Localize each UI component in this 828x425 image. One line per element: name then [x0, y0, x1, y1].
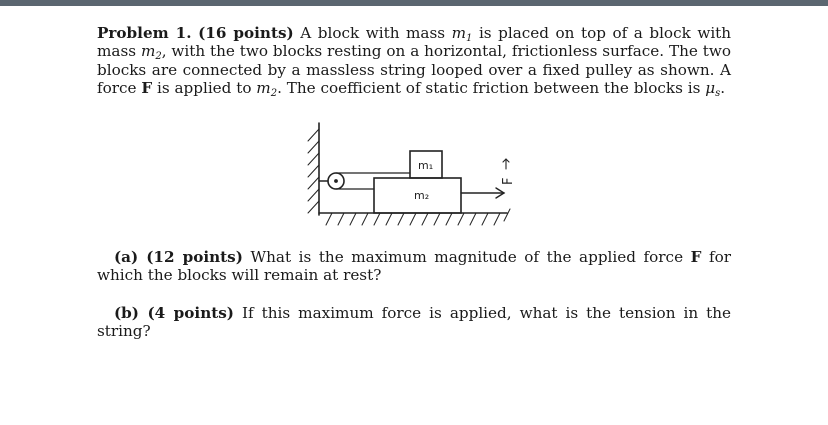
problem-points: (16 points) [198, 24, 294, 42]
part-b-label: (b) (4 points) [114, 304, 234, 322]
intro-text-3: , with the two blocks resting on a horizontal, frictionless surface. The two blocks are connected by a massless string looped over a fixed pulley as shown. A force [97, 42, 732, 98]
m1-symbol: $m_1$ [451, 24, 473, 44]
intro-text-4: is applied to [156, 79, 252, 98]
problem-heading: Problem 1. [97, 24, 192, 42]
top-border [0, 0, 828, 6]
force-vector-mark [503, 159, 509, 169]
m2-symbol: $m_2$ [140, 42, 162, 63]
part-a-text-2: for which the blocks will remain at rest? [97, 248, 732, 285]
pulley-diagram [292, 115, 532, 235]
intro-text-1: A block with mass [300, 24, 446, 42]
part-b-text: If this maximum force is applied, what is the tension in the string? [97, 304, 731, 341]
label-force [501, 178, 516, 185]
part-a-label: (a) (12 points) [114, 248, 243, 266]
svg-text:F: F [501, 177, 516, 185]
wall-hatching [308, 129, 319, 213]
mu-symbol: $\mu_s$ [705, 79, 721, 100]
part-a [97, 248, 731, 285]
problem-statement [97, 24, 731, 98]
label-m2: m₂ [414, 189, 430, 202]
force-symbol: F [141, 79, 153, 98]
part-a-text-1: What is the maximum magnitude of the applied force [250, 248, 684, 266]
intro-text-5: . The coefficient of static friction between the blocks is [277, 79, 701, 98]
part-a-force-symbol: F [690, 248, 702, 266]
intro-end: . [720, 79, 726, 98]
label-m1: m₁ [418, 159, 434, 172]
intro-text-2: is placed on top of a block with mass [97, 24, 732, 61]
pulley-axle [335, 180, 338, 183]
m2-symbol-2: $m_2$ [256, 79, 278, 100]
part-b [97, 304, 731, 341]
floor-hatching [326, 209, 510, 225]
